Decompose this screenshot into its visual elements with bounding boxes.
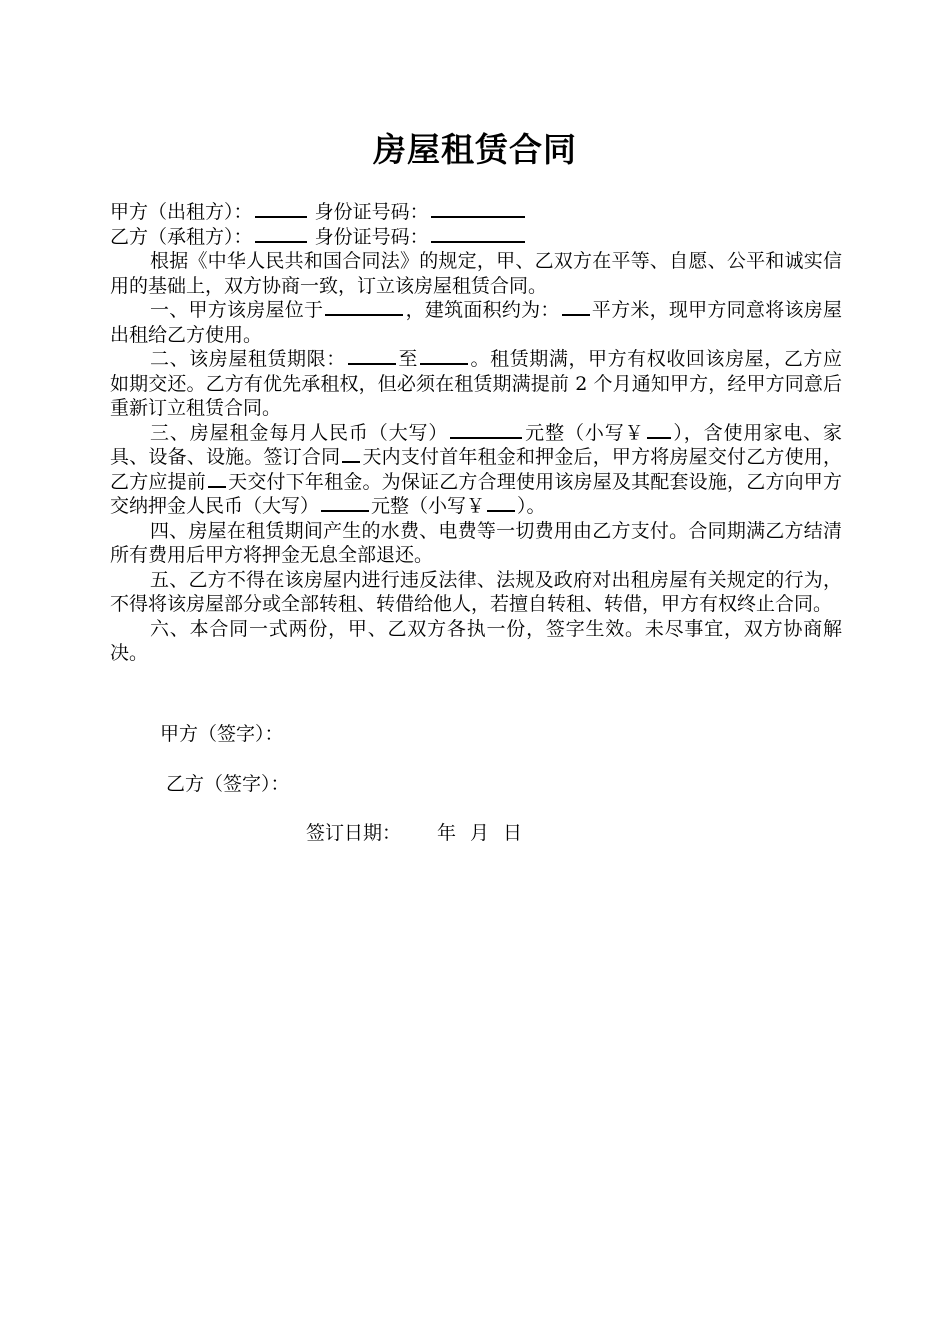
deposit-lowercase-blank <box>487 494 515 512</box>
first-payment-days-blank <box>342 445 360 463</box>
clause-2-text-b: 至 <box>397 348 418 370</box>
clause-5: 五、乙方不得在该房屋内进行违反法律、法规及政府对出租房屋有关规定的行为，不得将该房屋部分或全部转租、转借给他人，若擅自转租、转借，甲方有权终止合同。 <box>110 568 842 615</box>
address-blank <box>325 298 403 316</box>
party-b-label: 乙方（承租方）： <box>110 225 253 248</box>
clause-1-text-b: ，建筑面积约为： <box>405 299 560 321</box>
clause-3-text-c: ），含使用家电、家具、设备、设施。签订合同 <box>110 421 842 468</box>
clause-4: 四、房屋在租赁期间产生的水费、电费等一切费用由乙方支付。合同期满乙方结清所有费用后甲方将押金无息全部退还。 <box>110 519 842 566</box>
clause-3-text-b: 元整（小写￥ <box>524 421 645 444</box>
party-a-signature-label: 甲方（签字）： <box>160 723 284 745</box>
date-day: 日 <box>503 822 523 844</box>
clause-2 <box>110 347 842 421</box>
clause-3-text-e: 天交付下年租金。为保证乙方合理使用该房屋及其配套设施，乙方向甲方交纳押金人民币（大写） <box>110 470 842 517</box>
party-a-name-blank <box>255 200 307 218</box>
clause-6: 六、本合同一式两份，甲、乙双方各执一份，签字生效。未尽事宜，双方协商解决。 <box>110 617 842 664</box>
term-end-blank <box>420 347 468 365</box>
intro-paragraph: 根据《中华人民共和国合同法》的规定，甲、乙双方在平等、自愿、公平和诚实信用的基础上，双方协商一致，订立该房屋租赁合同。 <box>110 250 842 297</box>
signing-date-label: 签订日期： <box>306 822 402 844</box>
contract-body <box>110 200 842 666</box>
party-b-name-blank <box>255 225 307 243</box>
party-a-line <box>110 200 842 225</box>
clause-1-text-c: 平方米，现甲方同意将该房屋出租给乙方使用。 <box>110 299 842 346</box>
rent-uppercase-blank <box>450 421 522 439</box>
clause-3-text-d: 天内支付首年租金和押金后，甲方将房屋交付乙方使用，乙方应提前 <box>110 446 842 493</box>
party-a-id-label: 身份证号码： <box>314 201 429 223</box>
party-b-signature-label: 乙方（签字）： <box>166 773 290 795</box>
signing-date-line <box>306 821 522 845</box>
area-blank <box>562 298 590 316</box>
rent-lowercase-blank <box>647 421 671 439</box>
clause-1 <box>110 298 842 347</box>
date-month: 月 <box>470 822 490 844</box>
party-b-id-blank <box>431 225 525 243</box>
deposit-uppercase-blank <box>321 494 369 512</box>
party-b-line <box>110 225 842 250</box>
clause-2-text-c: 。租赁期满，甲方有权收回该房屋，乙方应如期交还。乙方有优先承租权，但必须在租赁期满提前 2 个月通知甲方，经甲方同意后重新订立租赁合同。 <box>110 348 842 419</box>
advance-days-blank <box>208 470 226 488</box>
clause-2-text-a: 二、该房屋租赁期限： <box>150 348 346 370</box>
clause-3-text-f: 元整（小写￥ <box>371 495 486 517</box>
clause-3-text-a: 三、房屋租金每月人民币（大写） <box>150 421 449 444</box>
clause-3 <box>110 421 842 519</box>
party-b-id-label: 身份证号码： <box>314 225 429 248</box>
clause-1-text-a: 一、甲方该房屋位于 <box>150 299 324 321</box>
party-a-label: 甲方（出租方）： <box>110 201 253 223</box>
date-year: 年 <box>437 822 457 844</box>
clause-3-text-g: ）。 <box>517 495 546 517</box>
page-title: 房屋租赁合同 <box>373 130 577 169</box>
party-a-id-blank <box>431 200 525 218</box>
term-start-blank <box>348 347 396 365</box>
